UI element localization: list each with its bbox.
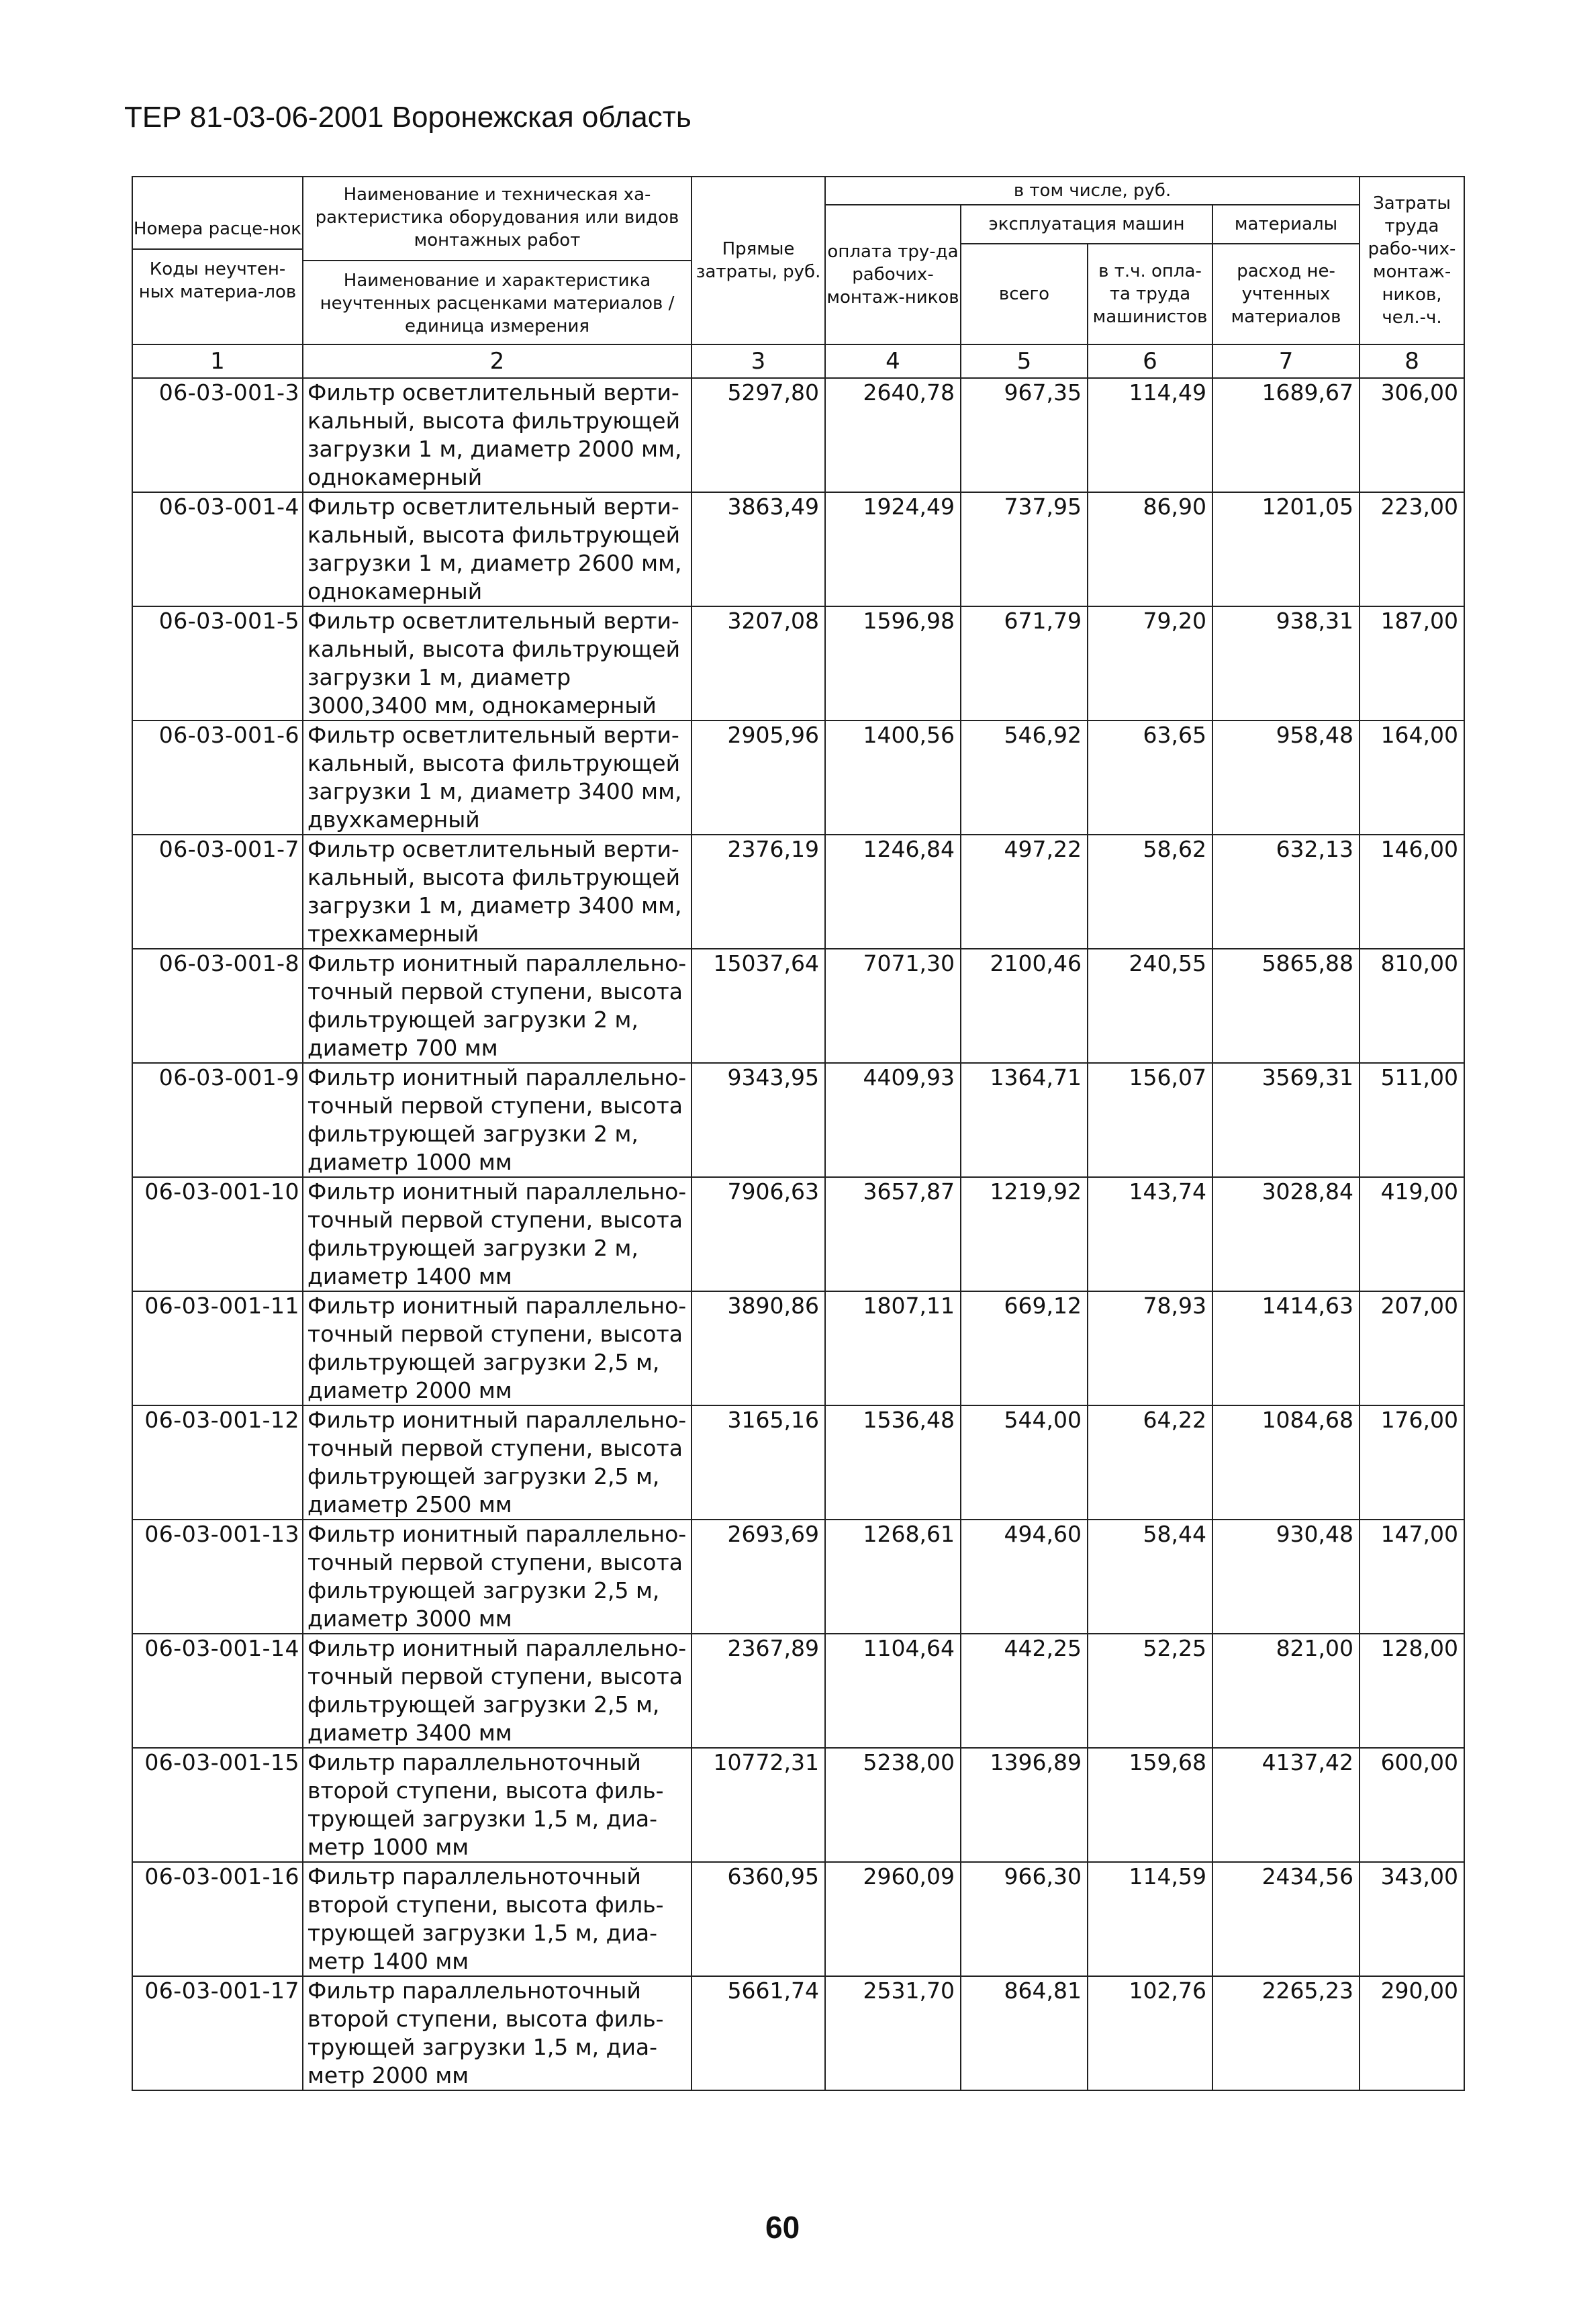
machines-cost: 966,30: [961, 1862, 1088, 1976]
labor-cost: 1400,56: [825, 721, 961, 835]
operators-cost: 114,49: [1088, 378, 1212, 492]
direct-cost: 5297,80: [692, 378, 825, 492]
header-col1-top: Номера расце-нок: [133, 218, 302, 250]
page-header-title: ТЕР 81-03-06-2001 Воронежская область: [124, 101, 692, 134]
materials-cost: 3028,84: [1212, 1177, 1360, 1291]
work-name: Фильтр ионитный параллельно-точный первой ступени, высота фильтрующей загрузки 2 м, диаметр 700 мм: [303, 949, 692, 1063]
work-name: Фильтр параллельноточный второй ступени, высота филь-трующей загрузки 1,5 м, диа-метр 1400 мм: [303, 1862, 692, 1976]
table-row: [132, 721, 1464, 835]
work-name: Фильтр осветлительный верти-кальный, высота фильтрующей загрузки 1 м, диаметр 2000 мм, однокамерный: [303, 378, 692, 492]
labor-cost: 2960,09: [825, 1862, 961, 1976]
labor-hours: 176,00: [1360, 1405, 1464, 1520]
labor-cost: 1246,84: [825, 835, 961, 949]
labor-hours: 128,00: [1360, 1634, 1464, 1748]
work-name: Фильтр ионитный параллельно-точный первой ступени, высота фильтрующей загрузки 2 м, диаметр 1400 мм: [303, 1177, 692, 1291]
column-number: 8: [1360, 344, 1464, 378]
direct-cost: 3890,86: [692, 1291, 825, 1405]
operators-cost: 58,62: [1088, 835, 1212, 949]
materials-cost: 4137,42: [1212, 1748, 1360, 1862]
materials-cost: 938,31: [1212, 606, 1360, 721]
table-row: [132, 378, 1464, 492]
work-name: Фильтр осветлительный верти-кальный, высота фильтрующей загрузки 1 м, диаметр 3400 мм, трехкамерный: [303, 835, 692, 949]
materials-cost: 3569,31: [1212, 1063, 1360, 1177]
rate-code: 06-03-001-14: [132, 1634, 303, 1748]
header-col2: [303, 177, 692, 344]
labor-cost: 1268,61: [825, 1520, 961, 1634]
price-table: [132, 176, 1465, 2091]
labor-hours: 306,00: [1360, 378, 1464, 492]
work-name: Фильтр осветлительный верти-кальный, высота фильтрующей загрузки 1 м, диаметр 2600 мм, однокамерный: [303, 492, 692, 606]
materials-cost: 2434,56: [1212, 1862, 1360, 1976]
materials-cost: 958,48: [1212, 721, 1360, 835]
operators-cost: 64,22: [1088, 1405, 1212, 1520]
table-header-row: [132, 177, 1464, 205]
labor-hours: 419,00: [1360, 1177, 1464, 1291]
column-number: 6: [1088, 344, 1212, 378]
header-col7: расход не-учтенных материалов: [1212, 244, 1360, 344]
table-row: [132, 835, 1464, 949]
table-row: [132, 1862, 1464, 1976]
work-name: Фильтр осветлительный верти-кальный, высота фильтрующей загрузки 1 м, диаметр 3000,3400 мм, однокамерный: [303, 606, 692, 721]
labor-hours: 511,00: [1360, 1063, 1464, 1177]
machines-cost: 967,35: [961, 378, 1088, 492]
direct-cost: 2693,69: [692, 1520, 825, 1634]
labor-cost: 3657,87: [825, 1177, 961, 1291]
operators-cost: 156,07: [1088, 1063, 1212, 1177]
materials-cost: 632,13: [1212, 835, 1360, 949]
machines-cost: 442,25: [961, 1634, 1088, 1748]
header-col5: всего: [961, 244, 1088, 344]
table-row: [132, 1177, 1464, 1291]
rate-code: 06-03-001-4: [132, 492, 303, 606]
table-row: [132, 1748, 1464, 1862]
rate-code: 06-03-001-16: [132, 1862, 303, 1976]
labor-hours: 147,00: [1360, 1520, 1464, 1634]
rate-code: 06-03-001-12: [132, 1405, 303, 1520]
column-number: 1: [132, 344, 303, 378]
column-number: 7: [1212, 344, 1360, 378]
work-name: Фильтр ионитный параллельно-точный первой ступени, высота фильтрующей загрузки 2,5 м, диаметр 3000 мм: [303, 1520, 692, 1634]
materials-cost: 1084,68: [1212, 1405, 1360, 1520]
direct-cost: 9343,95: [692, 1063, 825, 1177]
operators-cost: 58,44: [1088, 1520, 1212, 1634]
header-col2-top: Наименование и техническая ха-рактеристика оборудования или видов монтажных работ: [303, 183, 691, 261]
machines-cost: 669,12: [961, 1291, 1088, 1405]
labor-hours: 343,00: [1360, 1862, 1464, 1976]
rate-code: 06-03-001-3: [132, 378, 303, 492]
machines-cost: 737,95: [961, 492, 1088, 606]
rate-code: 06-03-001-6: [132, 721, 303, 835]
work-name: Фильтр ионитный параллельно-точный первой ступени, высота фильтрующей загрузки 2,5 м, диаметр 3400 мм: [303, 1634, 692, 1748]
operators-cost: 114,59: [1088, 1862, 1212, 1976]
work-name: Фильтр ионитный параллельно-точный первой ступени, высота фильтрующей загрузки 2,5 м, диаметр 2000 мм: [303, 1291, 692, 1405]
machines-cost: 497,22: [961, 835, 1088, 949]
column-number-row: [132, 344, 1464, 378]
work-name: Фильтр осветлительный верти-кальный, высота фильтрующей загрузки 1 м, диаметр 3400 мм, двухкамерный: [303, 721, 692, 835]
direct-cost: 6360,95: [692, 1862, 825, 1976]
machines-cost: 1364,71: [961, 1063, 1088, 1177]
direct-cost: 3207,08: [692, 606, 825, 721]
operators-cost: 159,68: [1088, 1748, 1212, 1862]
header-col4: оплата тру-да рабочих-монтаж-ников: [825, 205, 961, 344]
machines-cost: 546,92: [961, 721, 1088, 835]
direct-cost: 2376,19: [692, 835, 825, 949]
labor-cost: 4409,93: [825, 1063, 961, 1177]
labor-hours: 207,00: [1360, 1291, 1464, 1405]
materials-cost: 5865,88: [1212, 949, 1360, 1063]
operators-cost: 78,93: [1088, 1291, 1212, 1405]
labor-cost: 1924,49: [825, 492, 961, 606]
direct-cost: 3863,49: [692, 492, 825, 606]
machines-cost: 864,81: [961, 1976, 1088, 2090]
labor-cost: 2640,78: [825, 378, 961, 492]
operators-cost: 79,20: [1088, 606, 1212, 721]
materials-cost: 930,48: [1212, 1520, 1360, 1634]
materials-cost: 821,00: [1212, 1634, 1360, 1748]
rate-code: 06-03-001-15: [132, 1748, 303, 1862]
header-col1-bottom: Коды неучтен-ных материа-лов: [138, 259, 297, 302]
labor-cost: 1596,98: [825, 606, 961, 721]
labor-cost: 1104,64: [825, 1634, 961, 1748]
table-body: [132, 378, 1464, 2090]
rate-code: 06-03-001-11: [132, 1291, 303, 1405]
table-row: [132, 1063, 1464, 1177]
header-machines: эксплуатация машин: [961, 205, 1212, 244]
labor-cost: 5238,00: [825, 1748, 961, 1862]
direct-cost: 10772,31: [692, 1748, 825, 1862]
header-materials: материалы: [1212, 205, 1360, 244]
materials-cost: 1414,63: [1212, 1291, 1360, 1405]
direct-cost: 5661,74: [692, 1976, 825, 2090]
machines-cost: 1219,92: [961, 1177, 1088, 1291]
header-group: в том числе, руб.: [825, 177, 1360, 205]
work-name: Фильтр ионитный параллельно-точный первой ступени, высота фильтрующей загрузки 2 м, диаметр 1000 мм: [303, 1063, 692, 1177]
rate-code: 06-03-001-8: [132, 949, 303, 1063]
page-number: 60: [765, 2210, 800, 2245]
labor-hours: 187,00: [1360, 606, 1464, 721]
column-number: 2: [303, 344, 692, 378]
work-name: Фильтр ионитный параллельно-точный первой ступени, высота фильтрующей загрузки 2,5 м, диаметр 2500 мм: [303, 1405, 692, 1520]
labor-cost: 1807,11: [825, 1291, 961, 1405]
header-col6: в т.ч. опла-та труда машинистов: [1088, 244, 1212, 344]
table-row: [132, 1291, 1464, 1405]
table-row: [132, 606, 1464, 721]
operators-cost: 143,74: [1088, 1177, 1212, 1291]
column-number: 3: [692, 344, 825, 378]
table-row: [132, 949, 1464, 1063]
operators-cost: 52,25: [1088, 1634, 1212, 1748]
labor-hours: 146,00: [1360, 835, 1464, 949]
table-row: [132, 1405, 1464, 1520]
header-col3: Прямые затраты, руб.: [692, 177, 825, 344]
rate-code: 06-03-001-13: [132, 1520, 303, 1634]
labor-hours: 810,00: [1360, 949, 1464, 1063]
operators-cost: 86,90: [1088, 492, 1212, 606]
labor-cost: 2531,70: [825, 1976, 961, 2090]
direct-cost: 2905,96: [692, 721, 825, 835]
materials-cost: 2265,23: [1212, 1976, 1360, 2090]
labor-hours: 223,00: [1360, 492, 1464, 606]
labor-cost: 1536,48: [825, 1405, 961, 1520]
machines-cost: 544,00: [961, 1405, 1088, 1520]
direct-cost: 2367,89: [692, 1634, 825, 1748]
machines-cost: 671,79: [961, 606, 1088, 721]
table-row: [132, 1520, 1464, 1634]
operators-cost: 102,76: [1088, 1976, 1212, 2090]
rate-code: 06-03-001-9: [132, 1063, 303, 1177]
materials-cost: 1689,67: [1212, 378, 1360, 492]
labor-hours: 164,00: [1360, 721, 1464, 835]
direct-cost: 7906,63: [692, 1177, 825, 1291]
table-row: [132, 1634, 1464, 1748]
operators-cost: 63,65: [1088, 721, 1212, 835]
labor-hours: 290,00: [1360, 1976, 1464, 2090]
direct-cost: 15037,64: [692, 949, 825, 1063]
direct-cost: 3165,16: [692, 1405, 825, 1520]
table-row: [132, 1976, 1464, 2090]
labor-cost: 7071,30: [825, 949, 961, 1063]
work-name: Фильтр параллельноточный второй ступени, высота филь-трующей загрузки 1,5 м, диа-метр 2000 мм: [303, 1976, 692, 2090]
labor-hours: 600,00: [1360, 1748, 1464, 1862]
materials-cost: 1201,05: [1212, 492, 1360, 606]
rate-code: 06-03-001-10: [132, 1177, 303, 1291]
work-name: Фильтр параллельноточный второй ступени, высота филь-трующей загрузки 1,5 м, диа-метр 1000 мм: [303, 1748, 692, 1862]
header-col8: Затраты труда рабо-чих-монтаж-ников, чел.-ч.: [1360, 177, 1464, 344]
column-number: 4: [825, 344, 961, 378]
column-number: 5: [961, 344, 1088, 378]
rate-code: 06-03-001-5: [132, 606, 303, 721]
table-row: [132, 492, 1464, 606]
rate-code: 06-03-001-17: [132, 1976, 303, 2090]
rate-code: 06-03-001-7: [132, 835, 303, 949]
operators-cost: 240,55: [1088, 949, 1212, 1063]
machines-cost: 1396,89: [961, 1748, 1088, 1862]
machines-cost: 2100,46: [961, 949, 1088, 1063]
header-col1: [132, 177, 303, 344]
machines-cost: 494,60: [961, 1520, 1088, 1634]
header-col2-bottom: Наименование и характеристика неучтенных расценками материалов / единица измерения: [320, 271, 675, 336]
